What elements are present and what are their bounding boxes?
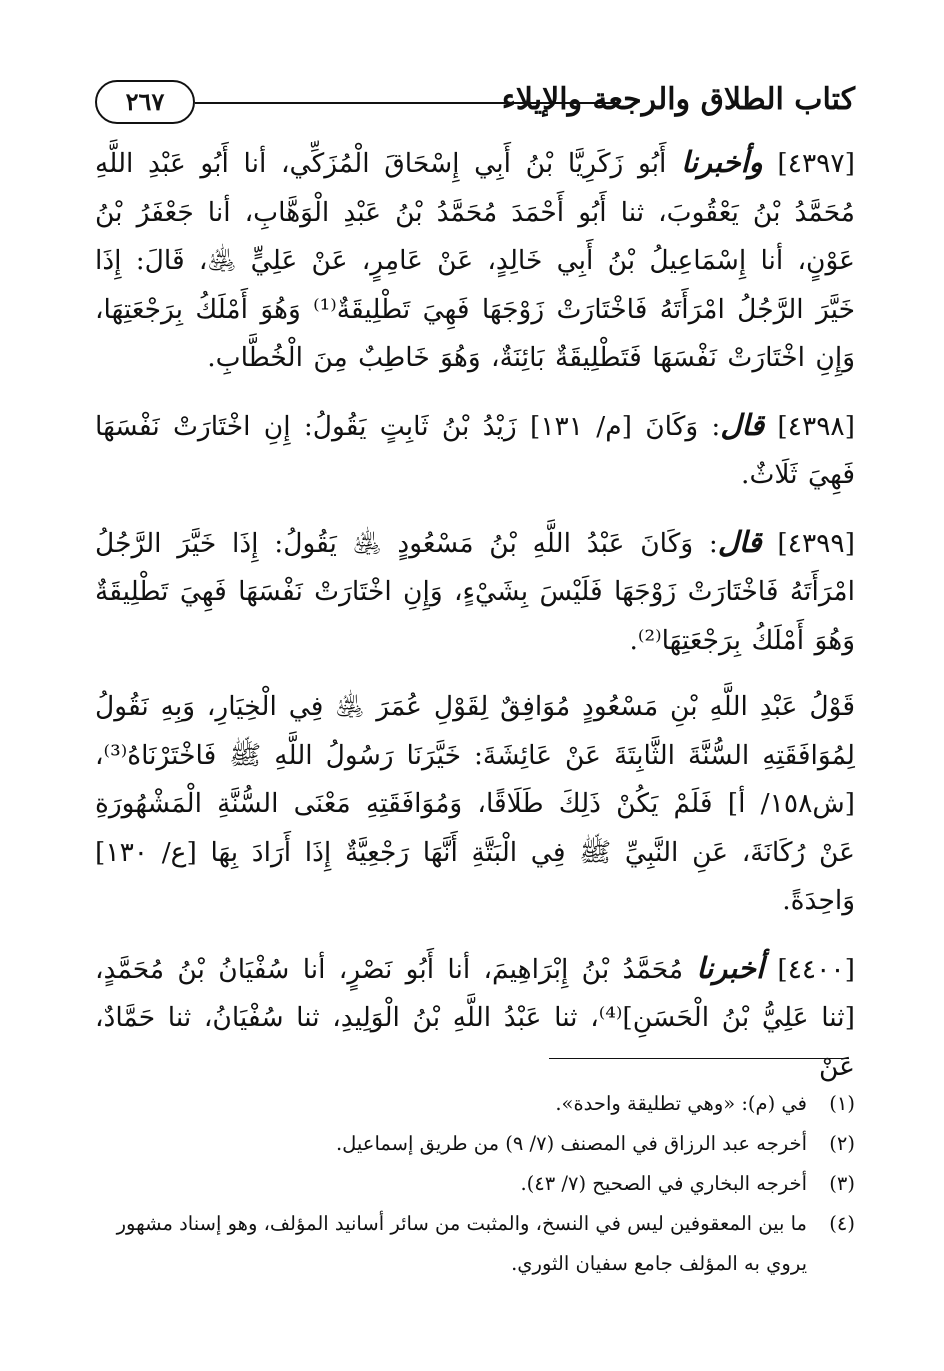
main-text [95,138,855,1109]
paragraph-text: قَوْلُ عَبْدِ اللَّهِ بْنِ مَسْعُودٍ مُوَافِقٌ لِقَوْلِ عُمَرَ ﵁ فِي الْخِيَارِ، وَبِهِ نَقُولُ لِمُوَافَقَتِهِ السُّنَّةَ الثَّابِتَةَ عَنْ عَائِشَةَ: خَيَّرَنَا رَسُولُ اللَّهِ ﷺ فَاخْتَرْنَاهُ⁽³⁾، [ش١٥٨/ أ] فَلَمْ يَكُنْ ذَلِكَ طَلَاقًا، وَمُوَافَقَتِهِ مَعْنَى السُّنَّةِ الْمَشْهُورَةِ عَنْ رُكَانَةَ، عَنِ النَّبِيِّ ﷺ فِي الْبَتَّةِ أَنَّهَا رَجْعِيَّةٌ إِذَا أَرَادَ بِهَا [ع/ ١٣٠] وَاحِدَةً. [95,691,855,916]
page-header [95,76,855,126]
footnote-number: (٣) [829,1172,855,1195]
lead-word: قال [720,407,765,442]
hadith-number: [٤٣٩٩] [777,527,855,559]
hadith-number: [٤٣٩٨] [777,410,856,442]
page-number: ٢٦٧ [95,80,195,124]
footnote-number: (١) [829,1092,855,1115]
paragraph-commentary [95,683,855,926]
footnote-number: (٢) [829,1132,855,1155]
footnote-text: ما بين المعقوفين ليس في النسخ، والمثبت من سائر أسانيد المؤلف، وهو إسناد مشهور يروي به المؤلف جامع سفيان الثوري. [116,1212,807,1275]
paragraph-4397 [95,138,855,383]
footnotes [95,1084,855,1284]
hadith-number: [٤٤٠٠] [777,953,855,985]
running-title: كتاب الطلاق والرجعة والإيلاء [501,82,855,117]
header-rule [195,102,620,104]
paragraph-4398 [95,401,855,500]
footnote-text: أخرجه عبد الرزاق في المصنف (٧/ ٩) من طريق إسماعيل. [335,1132,807,1155]
paragraph-text: : وَكَانَ [م/ ١٣١] زَيْدُ بْنُ ثَابِتٍ يَقُولُ: إِنِ اخْتَارَتْ نَفْسَهَا فَهِيَ ثَلَاثٌ. [95,410,855,490]
paragraph-4399 [95,518,855,666]
footnote-2 [95,1124,855,1164]
paragraph-text: أَبُو زَكَرِيَّا بْنُ أَبِي إِسْحَاقَ الْمُزَكِّي، أنا أَبُو عَبْدِ اللَّهِ مُحَمَّدُ بْنُ يَعْقُوبَ، ثنا أَبُو أَحْمَدَ مُحَمَّدُ بْنُ عَبْدِ الْوَهَّابِ، أنا جَعْفَرُ بْنُ عَوْنٍ، أنا إِسْمَاعِيلُ بْنُ أَبِي خَالِدٍ، عَنْ عَامِرٍ، عَنْ عَلِيٍّ ﵁، قَالَ: إِذَا خَيَّرَ الرَّجُلُ امْرَأَتَهُ فَاخْتَارَتْ زَوْجَهَا فَهِيَ تَطْلِيقَةٌ⁽¹⁾ وَهُوَ أَمْلَكُ بِرَجْعَتِهَا، وَإِنِ اخْتَارَتْ نَفْسَهَا فَتَطْلِيقَةٌ بَائِنَةٌ، وَهُوَ خَاطِبٌ مِنَ الْخُطَّابِ. [95,148,855,373]
footnote-divider [549,1058,849,1059]
paragraph-text: : وَكَانَ عَبْدُ اللَّهِ بْنُ مَسْعُودٍ ﵁ يَقُولُ: إِذَا خَيَّرَ الرَّجُلُ امْرَأَتَهُ فَاخْتَارَتْ زَوْجَهَا فَلَيْسَ بِشَيْءٍ، وَإِنِ اخْتَارَتْ نَفْسَهَا فَهِيَ تَطْلِيقَةٌ وَهُوَ أَمْلَكُ بِرَجْعَتِهَا⁽²⁾. [95,527,855,656]
footnote-1 [95,1084,855,1124]
hadith-number: [٤٣٩٧] [777,148,855,179]
footnote-3 [95,1164,855,1204]
footnote-number: (٤) [829,1212,855,1235]
paragraph-text: مُحَمَّدُ بْنُ إِبْرَاهِيمَ، أنا أَبُو نَصْرٍ، أنا سُفْيَانُ بْنُ مُحَمَّدٍ، [ثنا عَلِيُّ بْنُ الْحَسَنِ]⁽⁴⁾، ثنا عَبْدُ اللَّهِ بْنُ الْوَلِيدِ، ثنا سُفْيَانُ، ثنا حَمَّادٌ، عَنْ [95,953,855,1082]
lead-word: أخبرنا [696,950,765,985]
footnote-4 [95,1204,855,1284]
lead-word: قال [717,524,762,559]
paragraph-4400 [95,944,855,1092]
lead-word: وأخبرنا [681,145,763,179]
footnote-text: في (م): «وهي تطليقة واحدة». [555,1092,807,1115]
footnote-text: أخرجه البخاري في الصحيح (٧/ ٤٣). [520,1172,807,1195]
